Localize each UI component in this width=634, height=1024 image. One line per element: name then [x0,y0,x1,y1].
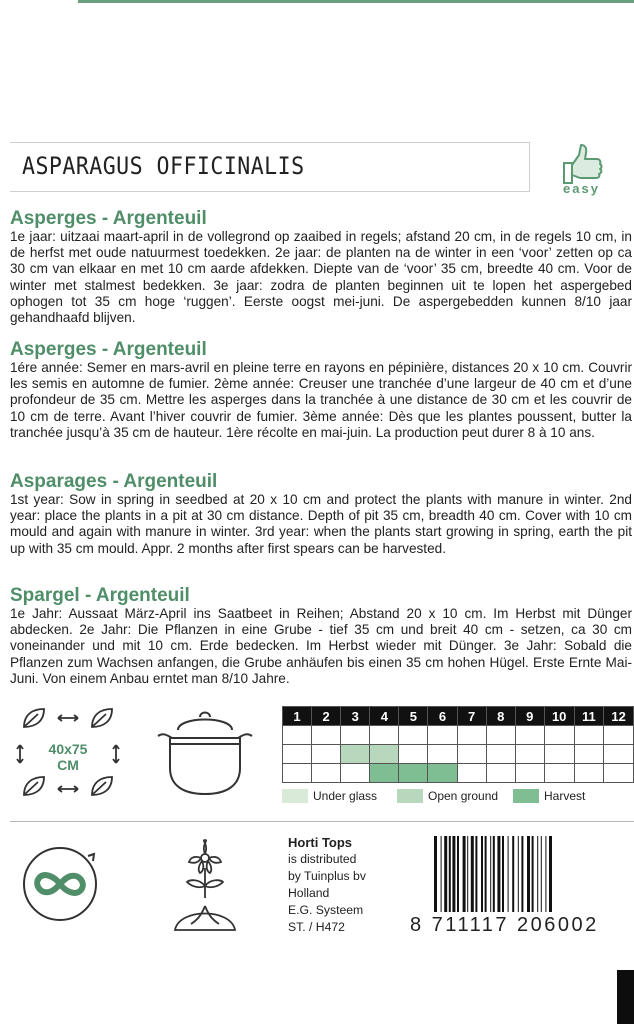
calendar-cell-harvest [428,764,457,783]
calendar-cell [341,726,370,745]
calendar-cell [457,745,486,764]
section-title: Asperges - Argenteuil [10,339,207,360]
calendar-cell [283,726,312,745]
barcode-bar [508,836,509,912]
calendar-cell [515,726,544,745]
month-cell: 10 [544,707,574,726]
barcode-bar [481,836,483,912]
month-cell: 2 [312,707,341,726]
calendar-cell [370,726,399,745]
brand-name: Horti Tops [288,835,353,850]
barcode-bar [463,836,466,912]
barcode-bar [521,836,523,912]
calendar-cell [312,726,341,745]
spacing-label [43,741,93,773]
barcode-bar [549,836,552,912]
plant-icon [165,838,245,934]
barcode-bar [457,836,459,912]
section-title: Asperges - Argenteuil [10,208,207,229]
calendar-cell [312,745,341,764]
barcode-bar [490,836,491,912]
calendar-cell [457,726,486,745]
calendar-cell [399,726,428,745]
calendar-cell [486,764,515,783]
month-cell: 1 [283,707,312,726]
calendar-cell [574,726,604,745]
calendar-cell [457,764,486,783]
legend-label: Under glass [313,789,378,803]
calendar-cell [515,764,544,783]
company-line: E.G. Systeem [288,903,364,917]
edge-mark [617,970,634,1024]
divider [10,821,634,822]
barcode-bar [444,836,447,912]
section-title: Asparages - Argenteuil [10,471,218,492]
spacing-value: 40x75 [48,741,88,757]
calendar-header [283,707,634,726]
barcode-bar [497,836,500,912]
month-cell: 9 [515,707,544,726]
easy-label: easy [563,181,600,196]
section-body: 1e Jahr: Aussaat März-April ins Saatbeet in Reihen; Abstand 20 x 10 cm. Im Herbst mit Dünger abdecken. 2e Jahr: Die Pflanzen in eine Grube - tief 35 cm und breit 40 cm - setzen, ca 30 cm voneinander und mit 10 cm. Erde bedecken. Im Herbst wieder mit Dünger. 3e Jahr: Sobald die Pflanzen zum Wachsen anfangen, die Grube anhäufen bis einen 35 cm hohen Hügel. Erste Ernte Mai-Juni. Von einem Anbau erntet man 8/10 Jahre. [10,606,632,686]
calendar-cell [515,745,544,764]
company-line: ST. / H472 [288,920,345,934]
barcode-bar [475,836,477,912]
barcode-bar [518,836,519,912]
calendar-cell-open-ground [370,745,399,764]
month-cell: 11 [574,707,604,726]
month-cell: 7 [457,707,486,726]
barcode-bar [452,836,455,912]
legend-label: Harvest [544,789,586,803]
pot-icon [150,700,260,805]
row-under-glass [283,726,634,745]
barcode-bar [541,836,542,912]
calendar-cell [312,764,341,783]
month-cell: 6 [428,707,457,726]
calendar-cell [428,745,457,764]
calendar-cell [604,764,634,783]
barcode-bar [493,836,495,912]
calendar-cell-open-ground [341,745,370,764]
calendar-cell [574,745,604,764]
legend-swatch-open-ground [397,789,423,803]
month-cell: 8 [486,707,515,726]
barcode-number: 8 711117 206002 [410,914,599,936]
barcode-bar [441,836,442,912]
top-rule [78,0,634,3]
legend-label: Open ground [428,789,499,803]
legend-swatch-under-glass [282,789,308,803]
month-cell: 12 [604,707,634,726]
barcode-bar [502,836,504,912]
barcode-bar [527,836,530,912]
legend-swatch-harvest [513,789,539,803]
section-body: 1e jaar: uitzaai maart-april in de vollegrond op zaaibed in regels; afstand 20 cm, in de regels 10 cm, in de herfst met oude natuurmest toedekken. 2e jaar: de planten na de winter in een ‘voor’ zetten op ca 30 cm van elkaar en met 10 cm aarde afdekken. Diepte van de ‘voor’ 35 cm, breedte 40 cm. Voor de winter met stalmest bedekken. 3e jaar: zodra de planten beginnen uit te lopen het aspergebed ophogen tot 35 cm hoge ‘ruggen’. Eerste oogst mei-juni. De aspergebedden kunnen 8/10 jaar gehandhaafd blijven. [10,229,632,326]
barcode-bar [485,836,487,912]
barcode-bar [471,836,474,912]
calendar-cell-harvest [399,764,428,783]
calendar-cell [283,764,312,783]
section-title: Spargel - Argenteuil [10,585,190,606]
barcode [432,836,622,916]
section-german [10,586,632,687]
month-cell: 5 [399,707,428,726]
calendar-cell [604,745,634,764]
section-dutch [10,209,632,326]
sowing-calendar [282,706,634,783]
calendar-cell [283,745,312,764]
distributor-info [288,834,366,936]
calendar-cell [428,726,457,745]
barcode-bar [537,836,538,912]
calendar-cell [399,745,428,764]
section-french [10,340,632,441]
species-name: ASPARAGUS OFFICINALIS [22,152,305,180]
perennial-infinity-icon [18,842,102,926]
calendar-cell [604,726,634,745]
company-line: is distributed [288,852,357,866]
month-cell: 3 [341,707,370,726]
row-open-ground [283,745,634,764]
barcode-bar [512,836,514,912]
calendar-cell [544,764,574,783]
calendar-cell-harvest [370,764,399,783]
calendar-cell [574,764,604,783]
company-line: by Tuinplus bv [288,869,366,883]
section-body: 1st year: Sow in spring in seedbed at 20 x 10 cm and protect the plants with manure in winter. 2nd year: place the plants in a pit at 30 cm distance. Depth of pit 35 cm, breadth 40 cm. Cover with 10 cm mould and again with manure in winter. 3rd year: when the plants start growing in spring, earth the pit up with 35 cm mould. Appr. 2 months after first spears can be harvested. [10,492,632,556]
spacing-unit: CM [57,757,79,773]
month-cell: 4 [370,707,399,726]
barcode-bar [467,836,468,912]
barcode-bar [434,836,437,912]
section-english [10,472,632,557]
calendar-cell [544,726,574,745]
calendar-cell [544,745,574,764]
barcode-bar [449,836,451,912]
calendar-cell [486,745,515,764]
calendar-cell [486,726,515,745]
row-harvest [283,764,634,783]
barcode-bar [532,836,534,912]
calendar-cell [341,764,370,783]
barcode-bar [545,836,546,912]
section-body: 1ére année: Semer en mars-avril en pleine terre en rayons en pépinière, distances 20 x 10 cm. Couvrir les semis en automne de fumier. 2ème année: Creuser une tranchée d’une largeur de 40 cm et d’une profondeur de 35 cm. Mettre les asperges dans la tranchée à une distance de 30 cm et les couvrir de 10 cm de terre. Avant l’hiver couvrir de fumier. 3ème année: Dès que les plantes poussent, butter la tranchée jusqu’à 35 cm de hauteur. 1ère récolte en mai-juin. La production peut durer 8 à 10 ans. [10,360,632,440]
company-line: Holland [288,886,330,900]
